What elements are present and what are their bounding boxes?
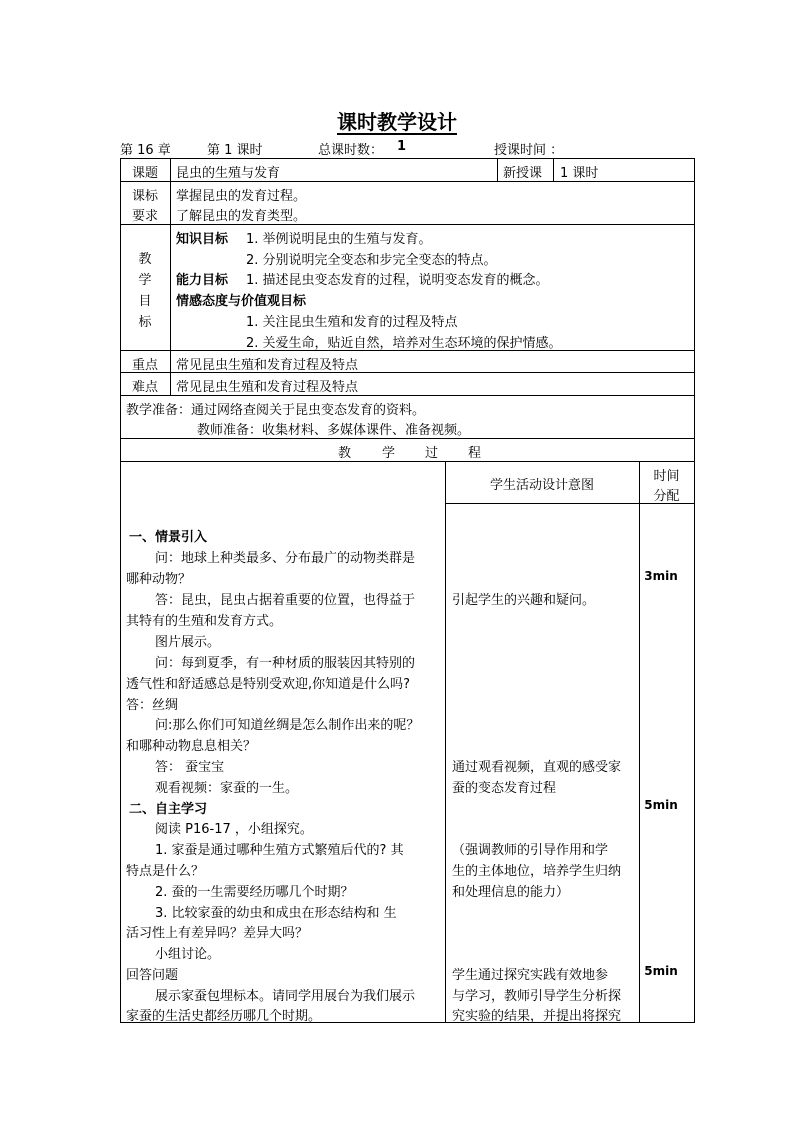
time-allocation: 5min [644, 798, 678, 812]
process-line: 答：丝绸 [126, 698, 179, 713]
standard-label-top: 课标 [131, 189, 158, 204]
process-line: 3. 比较家蚕的幼虫和成虫在形态结构和 生 [155, 906, 397, 921]
intent-line: 究实验的结果，并提出将探究 [452, 1009, 622, 1024]
lesson-hours: 1 课时 [560, 166, 599, 181]
difficulty-value: 常见昆虫生殖和发育过程及特点 [176, 380, 359, 395]
section-heading: 一、情景引入 [129, 530, 208, 545]
key-point-value: 常见昆虫生殖和发育过程及特点 [176, 358, 359, 373]
teaching-date-label: 授课时间 ： [494, 143, 564, 158]
process-line: 观看视频：家蚕的一生。 [155, 781, 299, 796]
intent-line: 通过观看视频，直观的感受家 [452, 760, 622, 775]
total-hours-label: 总课时数： [318, 143, 384, 158]
process-line: 家蚕的生活史都经历哪几个时期。 [126, 1009, 322, 1024]
standard-line: 了解昆虫的发育类型。 [176, 209, 307, 224]
time-column-header-top: 时间 [653, 469, 680, 484]
process-line: 答：昆虫，昆虫占据着重要的位置，也得益于 [155, 593, 416, 608]
standard-label-bottom: 要求 [131, 209, 158, 224]
intent-line: （强调教师的引导作用和学 [452, 843, 609, 858]
intent-line: 与学习，教师引导学生分析探 [452, 989, 622, 1004]
process-line: 其特有的生殖和发育方式。 [126, 614, 283, 629]
intent-line: 学生通过探究实践有效地参 [452, 968, 609, 983]
process-line: 问：每到夏季，有一种材质的服装因其特别的 [155, 656, 416, 671]
key-point-label: 重点 [131, 358, 158, 373]
process-line: 特点是什么？ [126, 864, 205, 879]
knowledge-objective-label: 知识目标 [176, 232, 229, 247]
process-line: 问:那么你们可知道丝绸是怎么制作出来的呢？ [155, 718, 420, 733]
process-heading-char: 程 [468, 446, 482, 461]
objectives-label-char: 教 [138, 252, 152, 267]
emotion-objective: 2. 关爱生命，贴近自然，培养对生态环境的保护情感。 [246, 336, 562, 351]
intent-line: 生的主体地位，培养学生归纳 [452, 864, 622, 879]
process-line: 小组讨论。 [155, 947, 221, 962]
lesson-label: 第 1 课时 [207, 143, 263, 158]
intent-column-header: 学生活动设计意图 [489, 478, 594, 493]
objectives-label-char: 学 [138, 273, 152, 288]
topic-value: 昆虫的生殖与发育 [176, 166, 281, 181]
process-heading-char: 过 [425, 446, 439, 461]
process-line: 2. 蚕的一生需要经历哪几个时期？ [155, 885, 354, 900]
process-line: 哪种动物？ [126, 572, 192, 587]
student-preparation: 教学准备：通过网络查阅关于昆虫变态发育的资料。 [126, 403, 426, 418]
knowledge-objective: 2. 分别说明完全变态和步完全变态的特点。 [246, 253, 497, 268]
intent-line: 和处理信息的能力） [452, 885, 570, 900]
process-line: 展示家蚕包埋标本。请同学用展台为我们展示 [155, 989, 416, 1004]
knowledge-objective: 1. 举例说明昆虫的生殖与发育。 [246, 232, 432, 247]
ability-objective-label: 能力目标 [176, 273, 229, 288]
intent-line: 引起学生的兴趣和疑问。 [452, 593, 596, 608]
time-column-header-bottom: 分配 [653, 489, 680, 504]
process-heading-char: 学 [382, 446, 396, 461]
process-line: 问：地球上种类最多、分布最广的动物类群是 [155, 551, 416, 566]
lesson-type: 新授课 [503, 166, 543, 181]
objectives-label-char: 目 [138, 294, 152, 309]
standard-line: 掌握昆虫的发育过程。 [176, 189, 307, 204]
process-line: 图片展示。 [155, 635, 221, 650]
process-line: 活习性上有差异吗？差异大吗？ [126, 926, 309, 941]
process-line: 回答问题 [126, 968, 179, 983]
process-line: 和哪种动物息息相关？ [126, 739, 257, 754]
difficulty-label: 难点 [131, 380, 158, 395]
intent-line: 蚕的变态发育过程 [452, 781, 557, 796]
emotion-objective-label: 情感态度与价值观目标 [176, 294, 307, 309]
document-title: 课时教学设计 [337, 110, 457, 134]
process-heading-char: 教 [338, 446, 352, 461]
ability-objective: 1. 描述昆虫变态发育的过程，说明变态发育的概念。 [246, 273, 549, 288]
time-allocation: 5min [644, 964, 678, 978]
section-heading: 二、自主学习 [129, 802, 208, 817]
process-line: 阅读 P16-17 ，小组探究。 [155, 822, 313, 837]
teacher-preparation: 教师准备：收集材料、多媒体课件、准备视频。 [197, 423, 471, 438]
emotion-objective: 1. 关注昆虫生殖和发育的过程及特点 [246, 315, 458, 330]
time-allocation: 3min [644, 569, 678, 583]
objectives-label-char: 标 [138, 315, 152, 330]
chapter-label: 第 16 章 [120, 143, 171, 158]
process-line: 透气性和舒适感总是特别受欢迎,你知道是什么吗? [126, 677, 411, 692]
total-hours-value: 1 [397, 139, 407, 154]
process-line: 答： 蚕宝宝 [155, 760, 225, 775]
process-line: 1. 家蚕是通过哪种生殖方式繁殖后代的? 其 [155, 843, 404, 858]
topic-label: 课题 [131, 166, 158, 181]
